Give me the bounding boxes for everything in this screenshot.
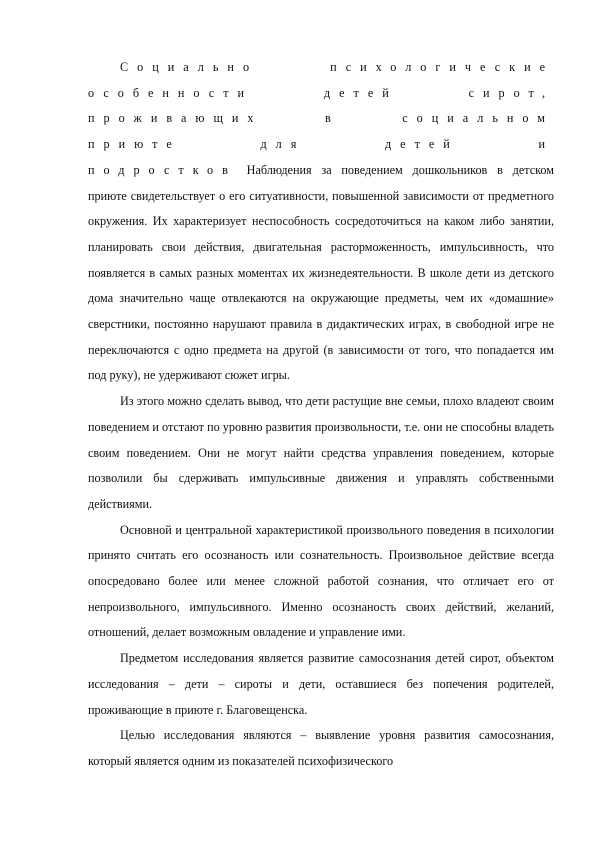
paragraph-5: Целью исследования являются – выявление уровня развития самосознания, который является одним из показателей психофизического — [88, 728, 554, 768]
paragraph-1: Наблюдения за поведением дошкольников в детском приюте свидетельствует о его ситуативности, повышенной зависимости от предметного окружения. Их характеризует неспособность сосредоточиться на каком либо занятии, планировать свои действия, двигательная расторможенность, импульсивность, что появляется в самых разных моментах их жизнедеятельности. В школе дети из детского дома значительно чаще отвлекаются на окружающие предметы, чем их «домашние» сверстники, постоянно нарушают правила в дидактических играх, в свободной игре не переключаются с одно предмета на другой (в зависимости от того, что попадается им под руку), не удерживают сюжет игры. — [88, 162, 555, 383]
paragraph-3: Основной и центральной характеристикой произвольного поведения в психологии принято считать его осознаность или сознательность. Произвольное действие всегда опосредовано более или менее сложной работой сознания, что отличает его от непроизвольного, импульсивного. Именно осознаность своих действий, желаний, отношений, делает возможным овладение и управление ими. — [88, 522, 554, 640]
document-body — [88, 55, 554, 775]
document-title: Социально психологические особенности детей сирот, проживающих в социальном приюте для детей и подростков — [88, 60, 554, 177]
paragraph-2: Из этого можно сделать вывод, что дети растущие вне семьи, плохо владеют своим поведением и отстают по уровню развития произвольности, т.е. они не способны владеть своим поведением. Они не могут найти средства управления поведением, которые позволили бы сдерживать импульсивные движения и управлять собственными действиями. — [88, 394, 554, 511]
first-paragraph — [88, 55, 554, 389]
paragraph-4: Предметом исследования является развитие самосознания детей сирот, объектом исследования – дети – сироты и дети, оставшиеся без попечения родителей, проживающие в приюте г. Благовещенска. — [88, 651, 554, 717]
